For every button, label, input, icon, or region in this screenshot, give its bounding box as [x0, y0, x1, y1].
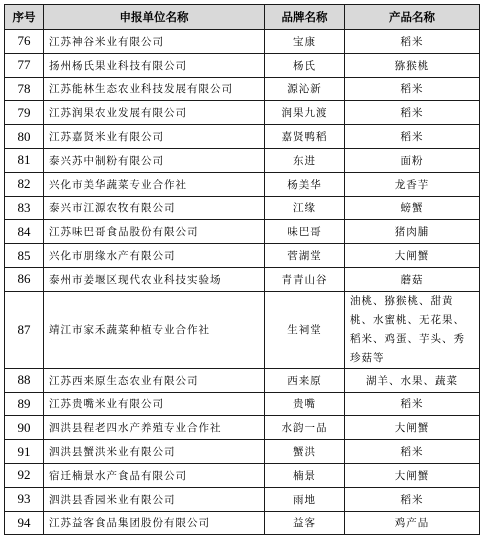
cell-brand: 菅湖堂 — [265, 244, 345, 268]
table-header — [5, 5, 480, 30]
cell-brand: 江缘 — [265, 196, 345, 220]
header-brand: 品牌名称 — [265, 5, 345, 30]
cell-product: 龙香芋 — [345, 172, 480, 196]
cell-product: 鸡产品 — [345, 511, 480, 535]
cell-product: 猪肉脯 — [345, 220, 480, 244]
cell-product: 猕猴桃 — [345, 53, 480, 77]
table-row — [5, 172, 480, 196]
cell-product: 蘑菇 — [345, 267, 480, 291]
table-row — [5, 291, 480, 368]
table-row — [5, 53, 480, 77]
cell-no: 76 — [5, 30, 44, 54]
table-row — [5, 77, 480, 101]
cell-no: 84 — [5, 220, 44, 244]
cell-brand: 东进 — [265, 148, 345, 172]
cell-no: 77 — [5, 53, 44, 77]
table-row — [5, 244, 480, 268]
table-row — [5, 267, 480, 291]
cell-unit: 兴化市朋缘水产有限公司 — [44, 244, 265, 268]
header-no: 序号 — [5, 5, 44, 30]
cell-unit: 扬州杨氏果业科技有限公司 — [44, 53, 265, 77]
cell-unit: 江苏贵嘴米业有限公司 — [44, 392, 265, 416]
table-row — [5, 487, 480, 511]
cell-no: 86 — [5, 267, 44, 291]
cell-no: 80 — [5, 125, 44, 149]
cell-brand: 宝康 — [265, 30, 345, 54]
cell-brand: 润果九渡 — [265, 101, 345, 125]
cell-brand: 贵嘴 — [265, 392, 345, 416]
cell-brand: 雨地 — [265, 487, 345, 511]
cell-brand: 西来原 — [265, 368, 345, 392]
cell-product: 稻米 — [345, 487, 480, 511]
cell-brand: 楠景 — [265, 463, 345, 487]
cell-no: 79 — [5, 101, 44, 125]
cell-brand: 益客 — [265, 511, 345, 535]
cell-brand: 源沁新 — [265, 77, 345, 101]
cell-product: 稻米 — [345, 125, 480, 149]
cell-brand: 水韵一品 — [265, 416, 345, 440]
cell-product: 稻米 — [345, 392, 480, 416]
cell-product: 湖羊、水果、蔬菜 — [345, 368, 480, 392]
cell-product: 大闸蟹 — [345, 463, 480, 487]
cell-unit: 江苏西来原生态农业有限公司 — [44, 368, 265, 392]
cell-unit: 宿迁楠景水产食品有限公司 — [44, 463, 265, 487]
cell-brand: 嘉贤鸭稻 — [265, 125, 345, 149]
cell-product: 大闸蟹 — [345, 244, 480, 268]
cell-product: 大闸蟹 — [345, 416, 480, 440]
table-row — [5, 440, 480, 464]
cell-no: 94 — [5, 511, 44, 535]
cell-no: 87 — [5, 291, 44, 368]
cell-no: 82 — [5, 172, 44, 196]
cell-no: 85 — [5, 244, 44, 268]
table-row — [5, 416, 480, 440]
table-row — [5, 101, 480, 125]
cell-unit: 泗洪县蟹洪米业有限公司 — [44, 440, 265, 464]
table-row — [5, 125, 480, 149]
cell-unit: 泗洪县程老四水产养殖专业合作社 — [44, 416, 265, 440]
header-product: 产品名称 — [345, 5, 480, 30]
cell-product: 稻米 — [345, 101, 480, 125]
table-row — [5, 392, 480, 416]
header-row — [5, 5, 480, 30]
cell-no: 88 — [5, 368, 44, 392]
table-row — [5, 511, 480, 535]
cell-product: 稻米 — [345, 30, 480, 54]
cell-brand: 蟹洪 — [265, 440, 345, 464]
cell-brand: 生祠堂 — [265, 291, 345, 368]
cell-no: 89 — [5, 392, 44, 416]
cell-unit: 兴化市美华蔬菜专业合作社 — [44, 172, 265, 196]
cell-product: 面粉 — [345, 148, 480, 172]
cell-unit: 靖江市家禾蔬菜种植专业合作社 — [44, 291, 265, 368]
cell-unit: 泗洪县香园米业有限公司 — [44, 487, 265, 511]
table-row — [5, 463, 480, 487]
cell-unit: 江苏神谷米业有限公司 — [44, 30, 265, 54]
table-row — [5, 220, 480, 244]
cell-brand: 杨美华 — [265, 172, 345, 196]
cell-product: 稻米 — [345, 77, 480, 101]
table-row — [5, 30, 480, 54]
cell-no: 92 — [5, 463, 44, 487]
table-row — [5, 368, 480, 392]
cell-brand: 味巴哥 — [265, 220, 345, 244]
cell-unit: 江苏益客食品集团股份有限公司 — [44, 511, 265, 535]
cell-product: 螃蟹 — [345, 196, 480, 220]
cell-no: 91 — [5, 440, 44, 464]
cell-no: 78 — [5, 77, 44, 101]
cell-unit: 泰兴苏中制粉有限公司 — [44, 148, 265, 172]
product-brand-table — [4, 4, 480, 535]
table-body — [5, 30, 480, 535]
cell-brand: 杨氏 — [265, 53, 345, 77]
cell-unit: 泰兴市江源农牧有限公司 — [44, 196, 265, 220]
cell-product: 油桃、猕猴桃、甜黄桃、水蜜桃、无花果、稻米、鸡蛋、芋头、秀珍菇等 — [345, 291, 480, 368]
cell-unit: 泰州市姜堰区现代农业科技实验场 — [44, 267, 265, 291]
table-row — [5, 196, 480, 220]
cell-no: 93 — [5, 487, 44, 511]
table-row — [5, 148, 480, 172]
header-unit: 申报单位名称 — [44, 5, 265, 30]
cell-unit: 江苏嘉贤米业有限公司 — [44, 125, 265, 149]
cell-product: 稻米 — [345, 440, 480, 464]
cell-no: 90 — [5, 416, 44, 440]
cell-no: 83 — [5, 196, 44, 220]
cell-unit: 江苏能林生态农业科技发展有限公司 — [44, 77, 265, 101]
cell-no: 81 — [5, 148, 44, 172]
cell-brand: 青青山谷 — [265, 267, 345, 291]
cell-unit: 江苏味巴哥食品股份有限公司 — [44, 220, 265, 244]
cell-unit: 江苏润果农业发展有限公司 — [44, 101, 265, 125]
